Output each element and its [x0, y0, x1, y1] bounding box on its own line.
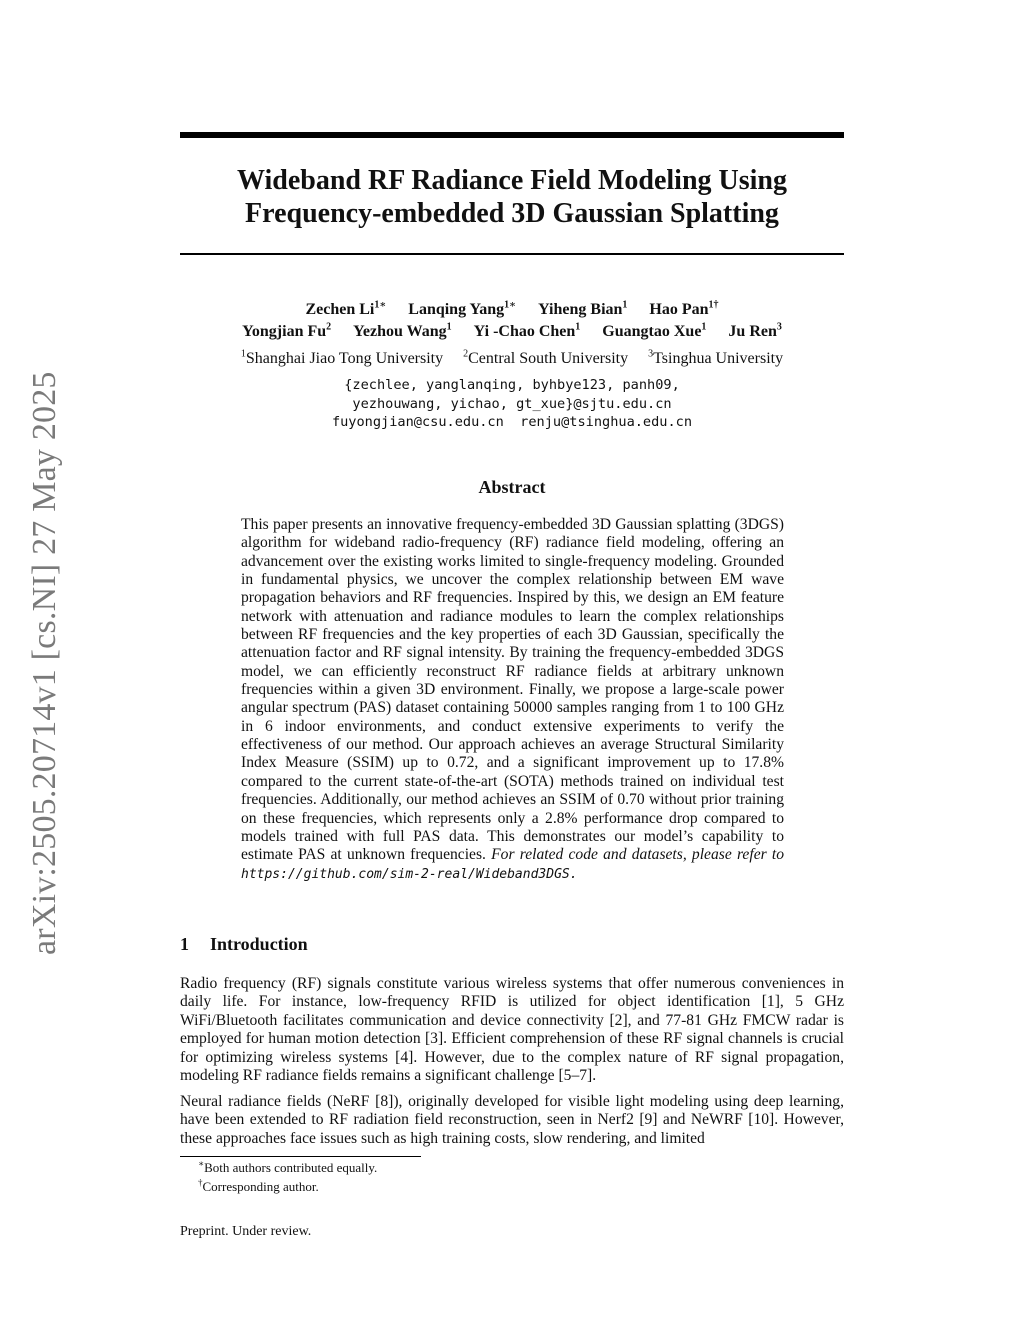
affiliation-name: Shanghai Jiao Tong University	[245, 350, 444, 367]
email-line: yezhouwang, yichao, gt_xue}@sjtu.edu.cn	[352, 395, 672, 412]
author-mark: 1	[575, 321, 581, 333]
footnote	[198, 1179, 319, 1195]
author-mark: 1	[701, 321, 707, 333]
abstract-heading: Abstract	[478, 477, 546, 497]
author-mark: 2	[326, 321, 332, 333]
author-mark: 3	[776, 321, 782, 333]
email-line: fuyongjian@csu.edu.cn renju@tsinghua.edu.cn	[331, 414, 693, 430]
author-mark: 1∗	[504, 299, 517, 311]
author	[353, 321, 452, 343]
footnote-mark: ∗	[198, 1158, 205, 1169]
arxiv-identifier-stamp: arXiv:2505.20714v1 [cs.NI] 27 May 2025	[26, 371, 63, 955]
footnote	[198, 1160, 377, 1176]
author	[649, 299, 718, 321]
section-number: 1	[180, 934, 189, 954]
title-line-1: Wideband RF Radiance Field Modeling Using	[237, 165, 787, 196]
title-bottom-rule	[180, 253, 844, 255]
introduction-paragraph-2: Neural radiance fields (NeRF [8]), originally developed for visible light modeling using deep learning, have been extended to RF radiation field reconstruction, seen in Nerf2 [9] and NeWRF [10]. However, these approaches face issues such as high training costs, slow rendering, and limited	[180, 1093, 844, 1147]
author-row-2	[180, 321, 844, 343]
author	[408, 299, 516, 321]
author-mark: 1	[446, 321, 452, 333]
footnote-rule	[180, 1156, 421, 1157]
affiliation-list	[180, 349, 844, 369]
author	[305, 299, 386, 321]
author-name: Hao Pan	[649, 301, 709, 318]
footnote-text: Corresponding author.	[202, 1179, 319, 1194]
author-name: Yiheng Bian	[538, 301, 623, 318]
author	[242, 321, 331, 343]
affiliation-name: Tsinghua University	[653, 350, 784, 367]
introduction-paragraph-1: Radio frequency (RF) signals constitute various wireless systems that offer numerous conveniences in daily life. For instance, low-frequency RFID is utilized for object identification [1], 5 GHz WiFi/Bluetooth facilitates communication and device connectivity [2], and 77-81 GHz FMCW radar is employed for human motion detection [3]. Efficient comprehension of these RF signal channels is crucial for optimizing wireless systems [4]. However, due to the complex nature of RF signal propagation, modeling RF radiance fields remains a significant challenge [5–7].	[180, 975, 844, 1085]
affiliation-mark: 3	[648, 348, 654, 360]
title-line-2: Frequency-embedded 3D Gaussian Splatting	[245, 198, 779, 229]
affiliation	[648, 349, 783, 369]
author-name: Guangtao Xue	[602, 323, 702, 340]
paper-title	[180, 164, 844, 230]
footnote-mark: †	[198, 1177, 203, 1188]
affiliation-mark: 1	[240, 348, 246, 360]
author-mark: 1∗	[374, 299, 387, 311]
author	[538, 299, 627, 321]
author-name: Yi -Chao Chen	[473, 323, 576, 340]
preprint-notice: Preprint. Under review.	[180, 1224, 312, 1239]
author-name: Lanqing Yang	[408, 301, 505, 318]
author-name: Zechen Li	[305, 301, 375, 318]
author	[474, 321, 581, 343]
affiliation-name: Central South University	[468, 350, 629, 367]
author-name: Ju Ren	[728, 323, 777, 340]
abstract-code-note: For related code and datasets, please refer to	[491, 846, 784, 864]
author	[602, 321, 706, 343]
author-mark: 1†	[708, 299, 719, 311]
abstract-text: This paper presents an innovative frequency-embedded 3D Gaussian splatting (3DGS) algorithm for wideband radio-frequency (RF) radiance field modeling, offering an advancement over the existing works limited to single-frequency modeling. Grounded in fundamental physics, we uncover the complex relationship between EM wave propagation behaviors and RF frequencies. Inspired by this, we design an EM feature network with attenuation and radiance modules to learn the complex relationships between RF frequencies and the key properties of each 3D Gaussian, specifically the attenuation factor and RF signal intensity. By training the frequency-embedded 3DGS model, we can efficiently reconstruct RF radiance fields at arbitrary unknown frequencies within a given 3D environment. Finally, we propose a large-scale power angular spectrum (PAS) dataset containing 50000 samples ranging from 1 to 100 GHz in 6 indoor environments, and conduct extensive experiments to verify the effectiveness of our method. Our approach achieves an average Structural Similarity Index Measure (SSIM) up to 0.72, and a significant improvement up to 17.8% compared to the current state-of-the-art (SOTA) methods trained on individual test frequencies. Additionally, our method achieves an SSIM of 0.70 without prior training on these frequencies, which represents only a 2.8% performance drop compared to models trained with full PAS data. This demonstrates our model’s capability to estimate PAS at unknown frequencies.	[241, 516, 784, 864]
author-list	[180, 299, 844, 343]
affiliation-mark: 2	[463, 348, 469, 360]
email-line: {zechlee, yanglanqing, byhbye123, panh09,	[344, 377, 680, 393]
introduction-heading	[180, 934, 308, 955]
author-name: Yezhou Wang	[353, 323, 447, 340]
author-row-1	[180, 299, 844, 321]
affiliation	[241, 349, 443, 369]
footnote-text: Both authors contributed equally.	[204, 1160, 378, 1175]
abstract-body	[241, 516, 784, 884]
author-emails	[180, 376, 844, 432]
affiliation	[463, 349, 628, 369]
abstract-code-link[interactable]: https://github.com/sim-2-real/Wideband3DGS.	[241, 866, 578, 882]
title-top-rule	[180, 132, 844, 138]
section-title: Introduction	[210, 934, 308, 954]
author	[728, 321, 781, 343]
author-name: Yongjian Fu	[242, 323, 327, 340]
author-mark: 1	[622, 299, 628, 311]
